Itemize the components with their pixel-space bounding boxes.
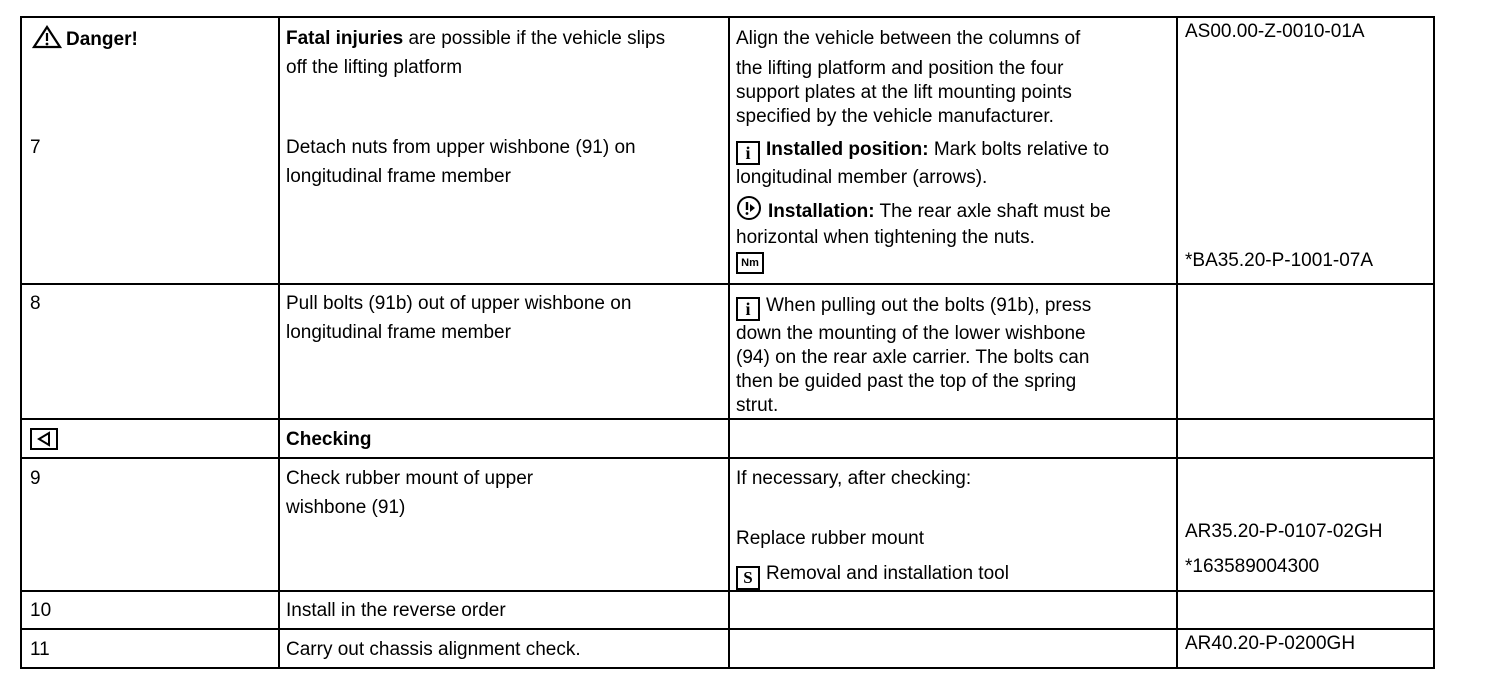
step-11-reference: AR40.20-P-0200GH <box>1185 633 1356 654</box>
table-border-right <box>1433 16 1435 669</box>
step-8-note-line: down the mounting of the lower wishbone <box>736 323 1086 344</box>
step-9-text: Check rubber mount of upper <box>286 468 534 489</box>
step-7-text-line2: longitudinal frame member <box>286 166 511 187</box>
table-row-divider <box>20 283 1435 285</box>
info-icon: i <box>736 141 760 165</box>
warning-triangle-icon <box>32 25 62 49</box>
danger-note-line: support plates at the lift mounting points <box>736 82 1072 103</box>
table-border-left <box>20 16 22 669</box>
installed-position-note: i Installed position: Mark bolts relative to <box>736 138 1109 165</box>
step-8-text-line2: longitudinal frame member <box>286 322 511 343</box>
step-8-note-line: then be guided past the top of the spring <box>736 371 1077 392</box>
checking-heading: Checking <box>286 429 372 450</box>
tool-icon: S <box>736 566 760 590</box>
table-column-divider <box>278 16 280 669</box>
danger-reference: AS00.00-Z-0010-01A <box>1185 21 1365 42</box>
step-11-number: 11 <box>30 639 50 660</box>
danger-note-line: the lifting platform and position the four <box>736 58 1064 79</box>
step-11-text: Carry out chassis alignment check. <box>286 639 581 660</box>
table-column-divider <box>728 16 730 669</box>
danger-step-text-line2: off the lifting platform <box>286 57 463 78</box>
step-9-note-replace: Replace rubber mount <box>736 528 924 549</box>
torque-nm-icon: Nm <box>736 252 764 274</box>
step-10-number: 10 <box>30 600 52 621</box>
checking-triangle-icon <box>30 428 58 456</box>
table-column-divider <box>1176 16 1178 669</box>
danger-step-text: Fatal injuries are possible if the vehicle slips <box>286 28 666 49</box>
step-9-reference: AR35.20-P-0107-02GH <box>1185 521 1383 542</box>
step-9-note-tool: S Removal and installation tool <box>736 562 1009 590</box>
danger-note-line: Align the vehicle between the columns of <box>736 28 1081 49</box>
step-9-tool-reference: *163589004300 <box>1185 556 1320 577</box>
table-border-top <box>20 16 1435 18</box>
step-8-number: 8 <box>30 293 41 314</box>
step-10-text: Install in the reverse order <box>286 600 506 621</box>
step-9-note-if: If necessary, after checking: <box>736 468 972 489</box>
table-row-divider <box>20 590 1435 592</box>
step-7-reference: *BA35.20-P-1001-07A <box>1185 250 1374 271</box>
installation-note: Installation: The rear axle shaft must be <box>736 195 1111 224</box>
table-row-divider <box>20 628 1435 630</box>
installed-position-note-line2: longitudinal member (arrows). <box>736 167 988 188</box>
step-8-note: i When pulling out the bolts (91b), press <box>736 294 1091 321</box>
installation-circle-icon <box>736 195 762 221</box>
step-8-note-line: strut. <box>736 395 779 416</box>
step-9-number: 9 <box>30 468 41 489</box>
table-row-divider <box>20 457 1435 459</box>
table-border-bottom <box>20 667 1435 669</box>
step-7-text: Detach nuts from upper wishbone (91) on <box>286 137 636 158</box>
danger-note-line: specified by the vehicle manufacturer. <box>736 106 1054 127</box>
step-8-note-line: (94) on the rear axle carrier. The bolts can <box>736 347 1090 368</box>
step-7-number: 7 <box>30 137 41 158</box>
installation-note-line2: horizontal when tightening the nuts. <box>736 227 1035 248</box>
step-9-text-line2: wishbone (91) <box>286 497 406 518</box>
info-icon: i <box>736 297 760 321</box>
step-8-text: Pull bolts (91b) out of upper wishbone on <box>286 293 632 314</box>
danger-label: Danger! <box>32 25 138 52</box>
table-row-divider <box>20 418 1435 420</box>
